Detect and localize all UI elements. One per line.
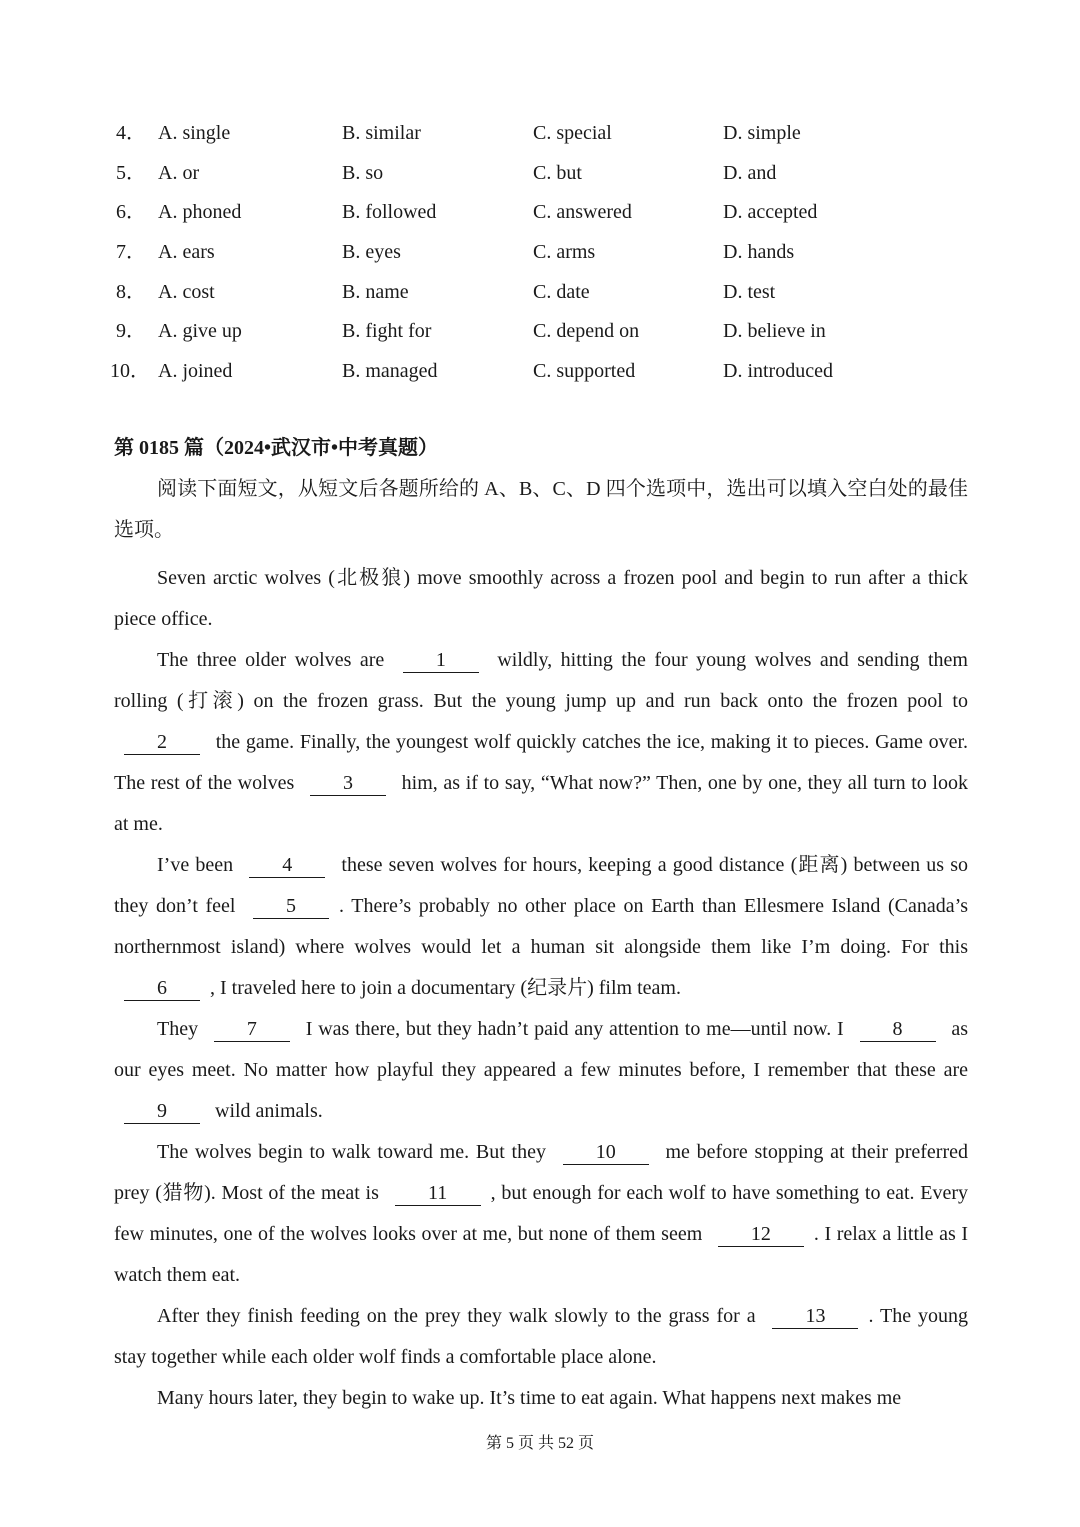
text-segment: Many hours later, they begin to wake up. It’s time to eat again. What happens next makes me (157, 1387, 902, 1409)
question-number: 9． (116, 320, 146, 343)
answer-blank: 3 (310, 771, 386, 796)
paragraph (114, 558, 968, 640)
text-segment: I’ve been (157, 854, 240, 876)
option-c: C. depend on (533, 320, 640, 343)
option-row (0, 193, 1080, 233)
text-segment: After they finish feeding on the prey they walk slowly to the grass for a (157, 1305, 763, 1327)
option-c: C. special (533, 122, 612, 144)
text-segment: They (157, 1018, 204, 1040)
option-row (0, 352, 1080, 392)
option-a: A. joined (158, 360, 233, 383)
question-number: 5． (116, 161, 146, 184)
option-row (0, 154, 1080, 194)
paragraph (114, 640, 968, 845)
text-segment: wildly, hitting the four young wolves and sending them rolling (打滚) on the frozen grass. But the young jump up and run back onto the frozen pool to (114, 649, 968, 712)
option-b: B. eyes (342, 241, 401, 264)
instructions: 阅读下面短文，从短文后各题所给的 A、B、C、D 四个选项中，选出可以填入空白处的最佳选项。 (114, 478, 968, 541)
answer-blank: 8 (860, 1017, 936, 1042)
question-number: 10． (110, 360, 150, 383)
paragraph (114, 1378, 968, 1419)
option-b: B. name (342, 280, 409, 303)
answer-blank: 7 (214, 1017, 290, 1042)
paragraph (114, 845, 968, 1009)
text-segment: The wolves begin to walk toward me. But they (157, 1141, 553, 1163)
answer-blank: 1 (403, 648, 479, 673)
text-segment: , but enough for each wolf to have something to eat. Every few minutes, one of the wolves looks over at me, but none of them seem (114, 1182, 969, 1245)
text-segment: the game. Finally, the youngest wolf quickly catches the ice, making it to pieces. Game over. The rest of the wolves (114, 731, 968, 794)
text-segment: The three older wolves are (157, 649, 393, 671)
option-d: D. hands (723, 241, 795, 264)
option-b: B. similar (342, 122, 421, 144)
text-segment: . There’s probably no other place on Earth than Ellesmere Island (Canada’s northernmost island) where wolves would let a human sit alongside them like I’m doing. For this (114, 895, 968, 958)
question-number: 6． (116, 201, 146, 224)
option-a: A. cost (158, 280, 215, 303)
question-number: 4． (116, 122, 146, 144)
paragraph (114, 1009, 968, 1132)
option-row (0, 273, 1080, 313)
option-d: D. believe in (723, 320, 826, 343)
text-segment: these seven wolves for hours, keeping a good distance (距离) between us so they don’t feel (114, 854, 968, 917)
answer-blank: 9 (124, 1099, 200, 1124)
passage (114, 469, 968, 1419)
text-segment: me before stopping at their preferred prey (猎物). Most of the meat is (114, 1141, 969, 1204)
option-c: C. date (533, 280, 590, 303)
passage-body (114, 558, 968, 1419)
question-number: 7． (116, 241, 146, 264)
option-d: D. simple (723, 122, 801, 144)
option-b: B. managed (342, 360, 438, 383)
option-row (0, 233, 1080, 273)
option-d: D. accepted (723, 201, 818, 224)
text-segment: , I traveled here to join a documentary (纪录片) film team. (210, 977, 681, 999)
answer-blank: 6 (124, 976, 200, 1001)
option-c: C. arms (533, 241, 596, 264)
question-number: 8． (116, 280, 146, 303)
answer-blank: 4 (249, 853, 325, 878)
option-a: A. ears (158, 241, 215, 264)
option-d: D. introduced (723, 360, 833, 383)
option-c: C. supported (533, 360, 636, 383)
options-list (0, 114, 1080, 392)
paragraph (114, 1296, 968, 1378)
answer-blank: 11 (395, 1181, 481, 1206)
passage-heading: 第 0185 篇（2024•武汉市•中考真题） (114, 437, 439, 459)
text-segment: I was there, but they hadn’t paid any attention to me—until now. I (299, 1018, 850, 1040)
option-b: B. followed (342, 201, 437, 224)
answer-blank: 13 (772, 1304, 858, 1329)
text-segment: Seven arctic wolves (北极狼) move smoothly across a frozen pool and begin to run after a thick piece office. (114, 567, 968, 630)
text-segment: . The young stay together while each older wolf finds a comfortable place alone. (114, 1305, 969, 1368)
option-b: B. so (342, 161, 384, 184)
answer-blank: 2 (124, 730, 200, 755)
option-d: D. test (723, 280, 776, 303)
option-b: B. fight for (342, 320, 432, 343)
text-segment: as our eyes meet. No matter how playful they appeared a few minutes before, I remember that these are (114, 1018, 969, 1081)
text-segment: him, as if to say, “What now?” Then, one by one, they all turn to look at me. (114, 772, 968, 835)
paragraph (114, 1132, 968, 1296)
option-d: D. and (723, 161, 777, 184)
text-segment: . I relax a little as I watch them eat. (114, 1223, 968, 1286)
option-a: A. phoned (158, 201, 242, 224)
answer-blank: 10 (563, 1140, 649, 1165)
option-row (0, 312, 1080, 352)
option-a: A. single (158, 122, 231, 144)
text-segment: wild animals. (210, 1100, 323, 1122)
option-row (0, 114, 1080, 154)
page-footer: 第 5 页 共 52 页 (485, 1435, 594, 1452)
option-a: A. or (158, 161, 200, 184)
answer-blank: 5 (253, 894, 329, 919)
option-a: A. give up (158, 320, 242, 343)
answer-blank: 12 (718, 1222, 804, 1247)
option-c: C. but (533, 161, 582, 184)
option-c: C. answered (533, 201, 632, 224)
